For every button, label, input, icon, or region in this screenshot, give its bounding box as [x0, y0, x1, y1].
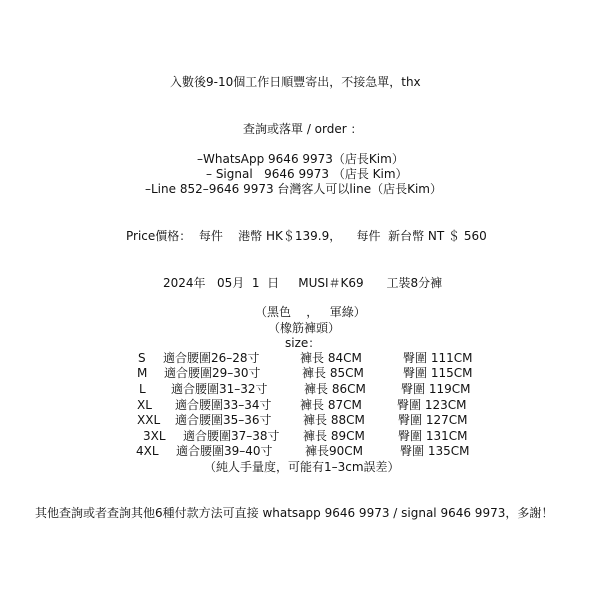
size-row-hip: 臀圍 111CM: [403, 351, 473, 365]
size-row-label: M: [137, 366, 148, 380]
measurement-disclaimer: （純人手量度，可能有1–3cm誤差）: [204, 460, 400, 474]
contact-signal: – Signal 9646 9973 （店長 Kim）: [206, 167, 408, 181]
size-row-label: XL: [137, 398, 152, 412]
waist-note: （橡筋褲頭）: [268, 321, 341, 335]
size-row-length: 褲長 88CM: [303, 413, 365, 427]
size-row-length: 褲長 89CM: [303, 429, 365, 443]
footer-contact-note: 其他查詢或者查詢其他6種付款方法可直接 whatsapp 9646 9973 / signal 9646 9973，多謝！: [35, 506, 554, 520]
size-row-label: 4XL: [136, 444, 159, 458]
shipping-notice: 入數後9-10個工作日順豐寄出，不接急單，thx: [170, 75, 421, 89]
product-line: 2024年 05月 1 日 MUSI＃K69 工裝8分褲: [163, 276, 443, 290]
size-row-length: 褲長 86CM: [304, 382, 366, 396]
color-options: （黑色 ， 軍綠）: [255, 305, 366, 319]
price-line: Price價格： 每件 港幣 HK＄139.9， 每件 新台幣 NT ＄ 560: [126, 229, 487, 243]
size-heading: size：: [285, 336, 321, 350]
size-row-length: 褲長 87CM: [300, 398, 362, 412]
order-heading: 查詢或落單 / order ：: [243, 122, 363, 136]
contact-line: –Line 852–9646 9973 台灣客人可以line（店長Kim）: [145, 182, 442, 196]
size-row-hip: 臀圍 127CM: [398, 413, 468, 427]
size-row-hip: 臀圍 123CM: [397, 398, 467, 412]
size-row-length: 褲長 84CM: [300, 351, 362, 365]
size-row-hip: 臀圍 119CM: [401, 382, 471, 396]
size-row-label: XXL: [137, 413, 161, 427]
size-row-hip: 臀圍 115CM: [403, 366, 473, 380]
size-row-label: 3XL: [143, 429, 166, 443]
size-row-length: 褲長 85CM: [302, 366, 364, 380]
size-row-fit: 適合腰圍26–28寸: [163, 351, 260, 365]
size-row-hip: 臀圍 135CM: [400, 444, 470, 458]
size-row-fit: 適合腰圍31–32寸: [171, 382, 268, 396]
size-row-fit: 適合腰圍35–36寸: [175, 413, 272, 427]
size-row-hip: 臀圍 131CM: [398, 429, 468, 443]
size-row-label: L: [139, 382, 146, 396]
contact-whatsapp: –WhatsApp 9646 9973（店長Kim）: [197, 152, 404, 166]
size-row-fit: 適合腰圍39–40寸: [176, 444, 273, 458]
size-row-fit: 適合腰圍33–34寸: [175, 398, 272, 412]
size-row-length: 褲長90CM: [305, 444, 364, 458]
size-row-fit: 適合腰圍37–38寸: [183, 429, 280, 443]
size-row-label: S: [138, 351, 146, 365]
size-row-fit: 適合腰圍29–30寸: [164, 366, 261, 380]
